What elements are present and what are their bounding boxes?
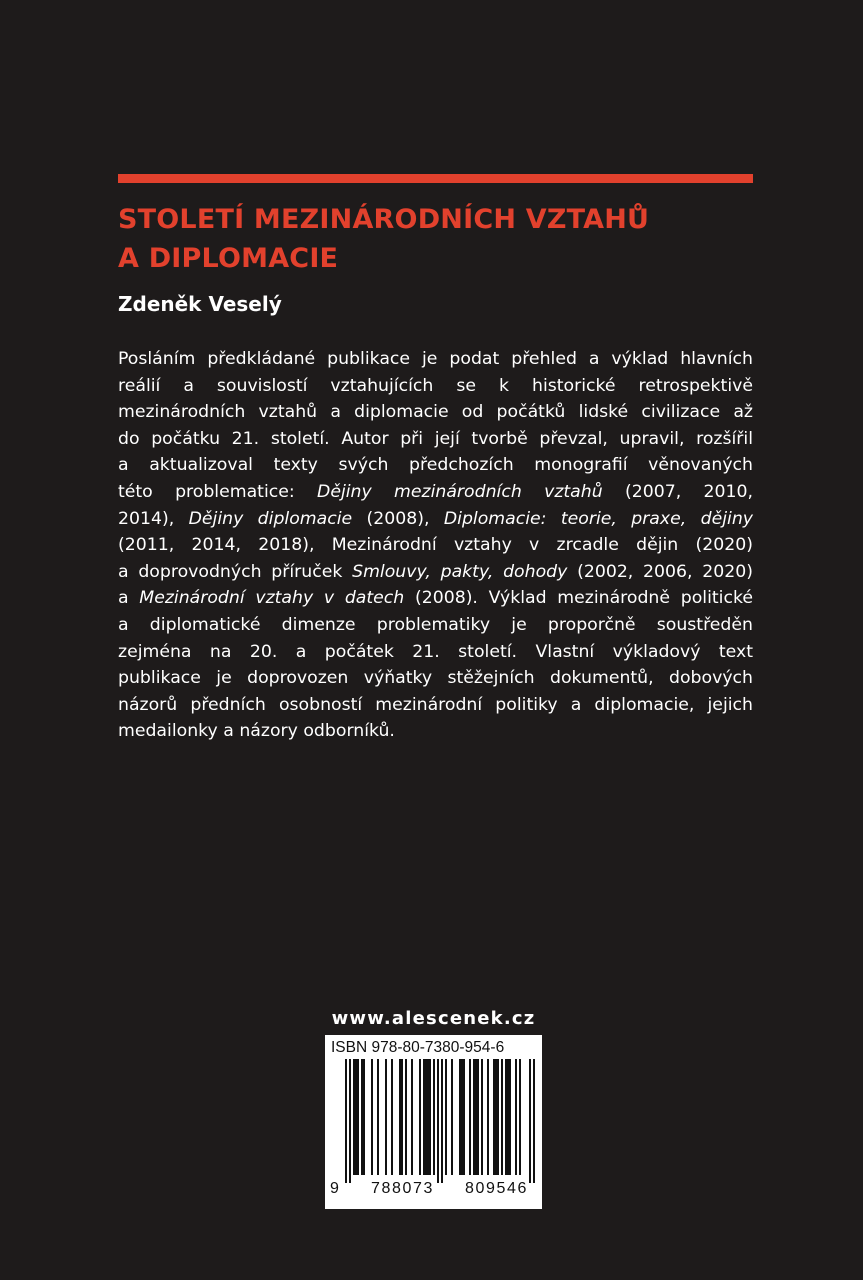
book-reference: Dějiny mezinárodních vztahů xyxy=(317,481,603,502)
barcode-bar xyxy=(477,1059,479,1175)
barcode-bar xyxy=(371,1059,373,1175)
barcode-bar xyxy=(493,1059,495,1175)
barcode-bar xyxy=(461,1059,463,1175)
blurb-line xyxy=(118,479,753,506)
barcode-bar xyxy=(391,1059,393,1175)
barcode-bar xyxy=(459,1059,461,1175)
barcode-bar xyxy=(399,1059,401,1175)
barcode-bar xyxy=(385,1059,387,1175)
isbn-barcode xyxy=(325,1035,542,1209)
blurb-line: medailonky a názory odborníků. xyxy=(118,721,395,742)
barcode-bar xyxy=(401,1059,403,1175)
author-name: Zdeněk Veselý xyxy=(118,292,282,316)
barcode-bar xyxy=(411,1059,413,1175)
barcode-bar xyxy=(427,1059,429,1175)
book-reference: Dějiny diplomacie xyxy=(188,508,353,529)
book-title-line-2: A DIPLOMACIE xyxy=(118,243,339,274)
barcode-guard-bar xyxy=(529,1059,531,1183)
blurb-fragment: této problematice: xyxy=(118,481,318,502)
blurb-line: mezinárodních vztahů a diplomacie od počátků lidské civilizace až xyxy=(118,402,753,423)
blurb-line: (2011, 2014, 2018), Mezinárodní vztahy v zrcadle dějin (2020) xyxy=(118,535,753,556)
blurb-line xyxy=(118,506,753,533)
barcode-bar xyxy=(509,1059,511,1175)
barcode-guard-bar xyxy=(533,1059,535,1183)
barcode-bar xyxy=(433,1059,435,1175)
blurb-fragment: (2002, 2006, 2020) xyxy=(567,561,753,582)
barcode-bar xyxy=(425,1059,427,1175)
barcode-bar xyxy=(377,1059,379,1175)
blurb-line: a diplomatické dimenze problematiky je proporčně soustředěn xyxy=(118,614,753,635)
barcode-bar xyxy=(363,1059,365,1175)
barcode-bar xyxy=(519,1059,521,1175)
barcode-guard-bar xyxy=(345,1059,347,1183)
blurb-line xyxy=(118,585,753,612)
ean-digit-first: 9 xyxy=(330,1180,341,1197)
barcode-bar xyxy=(361,1059,363,1175)
barcode-bar xyxy=(405,1059,407,1175)
barcode-bar xyxy=(419,1059,421,1175)
book-title-line-1: STOLETÍ MEZINÁRODNÍCH VZTAHŮ xyxy=(118,204,650,235)
barcode-bar xyxy=(495,1059,497,1175)
barcode-guard-bar xyxy=(441,1059,443,1183)
blurb-fragment: (2007, 2010, xyxy=(602,481,753,502)
isbn-label: ISBN 978-80-7380-954-6 xyxy=(331,1039,505,1056)
barcode-bar xyxy=(497,1059,499,1175)
blurb-line: Posláním předkládané publikace je podat přehled a výklad hlavních xyxy=(118,349,753,369)
barcode-bar xyxy=(445,1059,447,1175)
blurb-line: zejména na 20. a počátek 21. století. Vlastní výkladový text xyxy=(118,641,753,662)
blurb-fragment: (2008), xyxy=(352,508,444,529)
barcode-bar xyxy=(469,1059,471,1175)
ean-digits-right: 809546 xyxy=(465,1180,528,1197)
barcode-bar xyxy=(429,1059,431,1175)
publisher-website: www.alescenek.cz xyxy=(331,1008,536,1029)
ean-digits-left: 788073 xyxy=(371,1180,434,1197)
blurb-text xyxy=(118,346,753,745)
blurb-line: názorů předních osobností mezinárodní politiky a diplomacie, jejich xyxy=(118,694,753,715)
blurb-line: reálií a souvislostí vztahujících se k historické retrospektivě xyxy=(118,375,753,396)
barcode-bar xyxy=(451,1059,453,1175)
blurb-fragment: 2014), xyxy=(118,508,189,529)
blurb-line: publikace je doprovozen výňatky stěžejních dokumentů, dobových xyxy=(118,668,753,689)
book-reference: Mezinárodní vztahy v datech xyxy=(139,588,405,609)
accent-rule xyxy=(118,174,753,183)
barcode-bar xyxy=(353,1059,355,1175)
barcode-bar xyxy=(505,1059,507,1175)
barcode-guard-bar xyxy=(437,1059,439,1183)
barcode-bar xyxy=(507,1059,509,1175)
barcode-bar xyxy=(355,1059,357,1175)
blurb-fragment: a doprovodných příruček xyxy=(118,561,353,582)
blurb-fragment: a xyxy=(118,588,140,609)
barcode-guard-bar xyxy=(349,1059,351,1183)
barcode-bar xyxy=(357,1059,359,1175)
barcode-bar xyxy=(501,1059,503,1175)
blurb-line: a aktualizoval texty svých předchozích monografií věnovaných xyxy=(118,455,753,476)
barcode-bar xyxy=(515,1059,517,1175)
barcode-bar xyxy=(473,1059,475,1175)
blurb-fragment: (2008). Výklad mezinárodně politické xyxy=(404,588,753,609)
barcode-bar xyxy=(481,1059,483,1175)
book-reference: Smlouvy, pakty, dohody xyxy=(352,561,568,582)
barcode-bars xyxy=(325,1059,542,1183)
barcode-bar xyxy=(475,1059,477,1175)
blurb-line xyxy=(118,559,753,586)
barcode-bar xyxy=(423,1059,425,1175)
blurb-line: do počátku 21. století. Autor při její tvorbě převzal, upravil, rozšířil xyxy=(118,428,753,449)
book-reference: Diplomacie: teorie, praxe, dějiny xyxy=(443,508,754,529)
barcode-bar xyxy=(487,1059,489,1175)
book-title xyxy=(118,200,753,278)
barcode-bar xyxy=(463,1059,465,1175)
